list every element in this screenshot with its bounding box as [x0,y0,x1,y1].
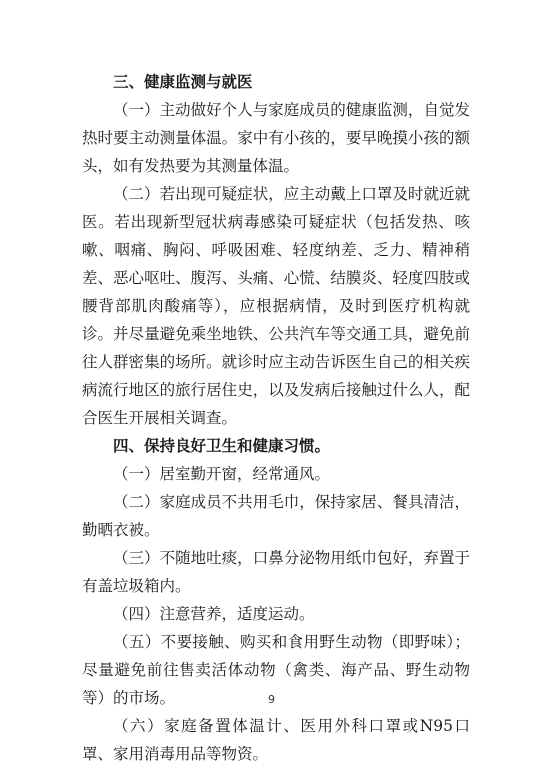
paragraph-ventilation: （一）居室勤开窗，经常通风。 [113,465,331,483]
paragraph-household-supplies: （六）家庭备置体温计、医用外科口罩或N95口罩、家用消毒用品等物资。 [82,717,470,763]
paragraph-no-shared-towels: （二）家庭成员不共用毛巾，保持家居、餐具清洁，勤晒衣被。 [82,493,470,539]
paragraph-avoid-wild-animals: （五）不要接触、购买和食用野生动物（即野味）；尽量避免前往售卖活体动物（禽类、海产品、野生动物等）的市场。 [82,633,470,707]
paragraph-nutrition-exercise: （四）注意营养，适度运动。 [113,605,315,623]
page-number: 9 [268,693,275,706]
section-heading-health-monitoring: 三、健康监测与就医 [113,73,253,91]
section-heading-hygiene-habits: 四、保持良好卫生和健康习惯。 [113,437,331,455]
paragraph-self-monitoring: （一）主动做好个人与家庭成员的健康监测，自觉发热时要主动测量体温。家中有小孩的，要早晚摸小孩的额头，如有发热要为其测量体温。 [82,101,470,175]
document-body [82,68,470,768]
paragraph-no-spitting: （三）不随地吐痰，口鼻分泌物用纸巾包好，弃置于有盖垃圾箱内。 [82,549,470,595]
paragraph-seek-medical-care: （二）若出现可疑症状，应主动戴上口罩及时就近就医。若出现新型冠状病毒感染可疑症状（包括发热、咳嗽、咽痛、胸闷、呼吸困难、轻度纳差、乏力、精神稍差、恶心呕吐、腹泻、头痛、心慌、结膜炎、轻度四肢或腰背部肌肉酸痛等），应根据病情，及时到医疗机构就诊。并尽量避免乘坐地铁、公共汽车等交通工具，避免前往人群密集的场所。就诊时应主动告诉医生自己的相关疾病流行地区的旅行居住史，以及发病后接触过什么人，配合医生开展相关调查。 [82,185,470,427]
